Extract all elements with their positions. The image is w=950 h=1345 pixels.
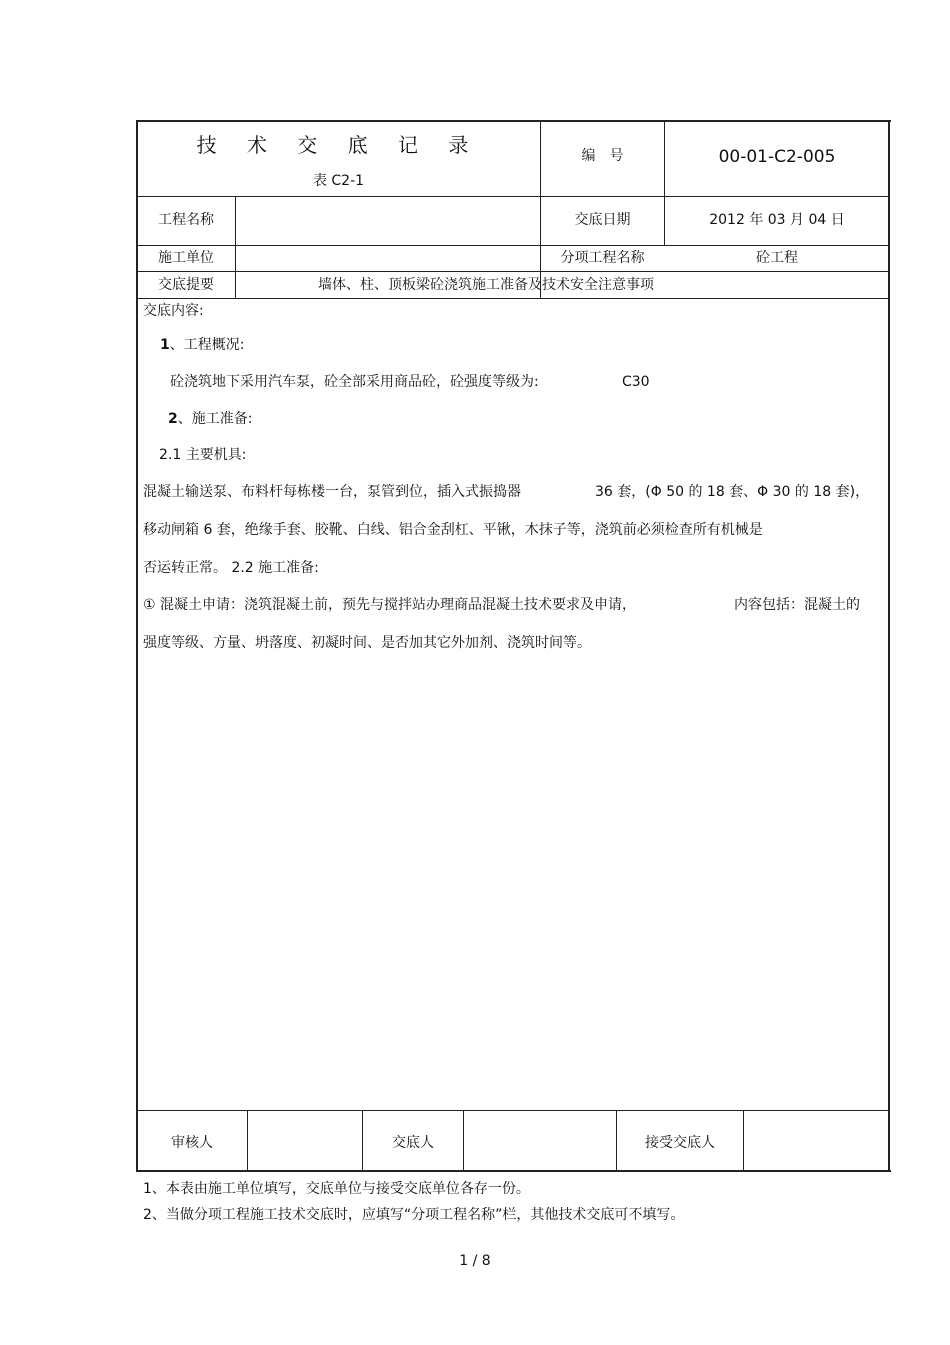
summary-label: 交底提要 [158, 277, 214, 293]
paragraph-1a: 混凝土输送泵、布料杆每栋楼一台，泵管到位，插入式振捣器 [143, 484, 521, 500]
date-value[interactable]: 2012 年 03 月 04 日 [709, 212, 845, 228]
page-indicator: 1 / 8 [459, 1253, 491, 1269]
frame-bottom [137, 1170, 891, 1172]
date-label: 交底日期 [574, 212, 631, 228]
col-divider [463, 1110, 464, 1170]
note-1: 1、本表由施工单位填写，交底单位与接受交底单位各存一份。 [143, 1181, 530, 1197]
row-divider [137, 196, 890, 197]
receiver-label: 接受交底人 [645, 1135, 715, 1151]
section-1-text: 砼浇筑地下采用汽车泵，砼全部采用商品砼，砼强度等级为: [170, 374, 539, 390]
summary-value[interactable]: 墙体、柱、顶板梁砼浇筑施工准备及技术安全注意事项 [318, 277, 654, 293]
section-2-number: 2 [168, 411, 178, 427]
row-divider [137, 1110, 890, 1111]
col-divider [235, 196, 236, 298]
form-code: 表 C2-1 [312, 173, 365, 189]
paragraph-4a: ① 混凝土申请：浇筑混凝土前，预先与搅拌站办理商品混凝土技术要求及申请， [143, 597, 636, 613]
paragraph-5: 强度等级、方量、坍落度、初凝时间、是否加其它外加剂、浇筑时间等。 [143, 635, 591, 651]
note-2: 2、当做分项工程施工技术交底时，应填写“分项工程名称”栏，其他技术交底可不填写。 [143, 1207, 685, 1223]
frame-right [888, 120, 890, 1172]
number-label: 编 号 [581, 148, 624, 164]
row-divider [137, 271, 890, 272]
content-heading: 交底内容: [143, 303, 204, 319]
reviewer-label: 审核人 [171, 1135, 213, 1151]
frame-top [137, 120, 891, 122]
paragraph-2: 移动闸箱 6 套，绝缘手套、胶靴、白线、铝合金刮杠、平锹，木抹子等，浇筑前必须检查所有机械是 [143, 522, 763, 538]
section-1-title-text: 、工程概况: [169, 337, 245, 353]
paragraph-4b: 内容包括：混凝土的 [734, 597, 860, 613]
section-2-1-title: 2.1 主要机具: [159, 447, 247, 463]
sub-project-label: 分项工程名称 [560, 250, 645, 266]
document-title: 技 术 交 底 记 录 [196, 133, 481, 157]
row-divider [137, 298, 890, 299]
construction-unit-label: 施工单位 [158, 250, 214, 266]
presenter-label: 交底人 [392, 1135, 434, 1151]
project-name-label: 工程名称 [158, 212, 214, 228]
number-value: 00-01-C2-005 [718, 147, 836, 167]
row-divider [137, 245, 890, 246]
sub-project-value[interactable]: 砼工程 [756, 250, 798, 266]
section-2-title [168, 410, 252, 428]
section-1-title [160, 336, 244, 354]
section-1-number: 1 [160, 337, 170, 353]
col-divider [743, 1110, 744, 1170]
col-divider [247, 1110, 248, 1170]
section-2-title-text: 、施工准备: [177, 411, 253, 427]
paragraph-1b: 36 套，(Φ 50 的 18 套、Φ 30 的 18 套)， [595, 484, 870, 500]
concrete-grade: C30 [622, 374, 650, 390]
paragraph-3: 否运转正常。 2.2 施工准备: [143, 560, 319, 576]
